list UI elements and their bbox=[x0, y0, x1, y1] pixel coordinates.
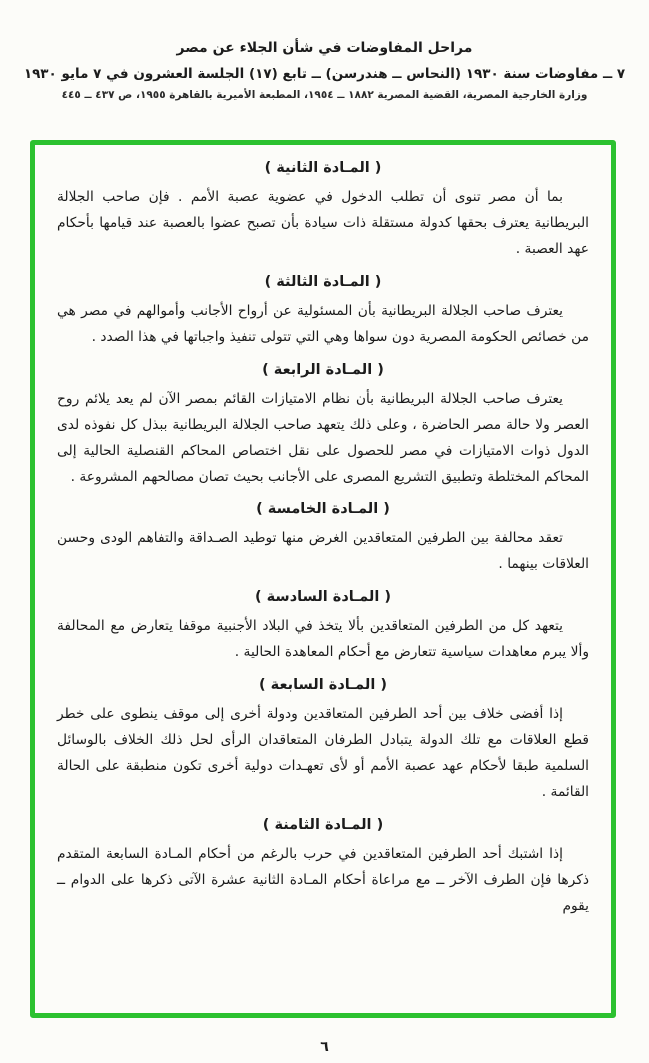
article-body: يعترف صاحب الجلالة البريطانية بأن المسئولية عن أرواح الأجانب وأموالهم في مصر هي من خصائص الحكومة المصرية دون سواها وهي التي تتولى تنفيذ واجباتها في هذا الصدد . bbox=[57, 302, 589, 345]
page-title: مراحل المفاوضات في شأن الجلاء عن مصر bbox=[176, 40, 473, 56]
document-header bbox=[0, 0, 649, 101]
article-body: إذا اشتبك أحد الطرفين المتعاقدين في حرب بالرغم من أحكام المـادة السابعة المتقدم ذكرها فإن الطرف الآخر ــ مع مراعاة أحكام المـادة الثانية عشرة الآتى ذكرها على الدوام ــ يقوم bbox=[57, 845, 589, 914]
article-body: يعترف صاحب الجلالة البريطانية بأن نظام الامتيازات القائم بمصر الآن لم يعد يلائم روح العصر ولا حالة مصر الحاضرة ، وعلى ذلك يتعهد صاحب الجلالة البريطانية ببذل كل نفوذه لدى الدول ذوات الامتيازات في مصر للحصول على نقل اختصاص المحاكم القنصلية الحالية إلى المحاكم المختلطة وتطبيق التشريع المصرى على الأجانب بحيث تصان مصالحهم المشروعة . bbox=[57, 390, 589, 485]
article-heading: ( المـادة السادسة ) bbox=[254, 589, 392, 606]
source-citation: وزارة الخارجية المصرية، القضية المصرية ١٨٨٢ ــ ١٩٥٤، المطبعة الأميرية بالقاهرة ١٩٥٥، ص ٤٣٧ ــ ٤٤٥ bbox=[61, 89, 588, 101]
page-footer bbox=[0, 1036, 649, 1055]
article-five bbox=[57, 501, 589, 578]
article-heading: ( المـادة الثامنة ) bbox=[262, 816, 384, 833]
article-heading: ( المـادة الثانية ) bbox=[264, 160, 382, 176]
page-number: ٦ bbox=[320, 1039, 329, 1055]
article-seven bbox=[57, 677, 589, 806]
article-heading: ( المـادة السابعة ) bbox=[259, 677, 387, 694]
article-heading: ( المـادة الخامسة ) bbox=[256, 501, 390, 518]
highlight-frame bbox=[30, 140, 616, 1018]
page-subtitle: ٧ ــ مفاوضات سنة ١٩٣٠ (النحاس ــ هندرسن) ــ تابع (١٧) الجلسة العشرون في ٧ مايو ١٩٣٠ bbox=[23, 66, 626, 82]
article-eight bbox=[57, 817, 589, 920]
article-four bbox=[57, 362, 589, 491]
article-six bbox=[57, 589, 589, 666]
article-body: يتعهد كل من الطرفين المتعاقدين بألا يتخذ في البلاد الأجنبية موقفا يتعارض مع المحالفة وألا يبرم معاهدات سياسية تتعارض مع أحكام المعاهدة الحالية . bbox=[57, 618, 589, 661]
article-heading: ( المـادة الرابعة ) bbox=[262, 361, 384, 378]
article-two bbox=[57, 160, 589, 263]
article-heading: ( المـادة الثالثة ) bbox=[264, 273, 382, 290]
article-three bbox=[57, 274, 589, 351]
article-body: بما أن مصر تنوى أن تطلب الدخول في عضوية عصبة الأمم . فإن صاحب الجلالة البريطانية يعترف بحقها كدولة مستقلة ذات سيادة بأن تصبح عضوا بالعصبة عند قيامها بأحكام عهد العصبة . bbox=[57, 189, 589, 257]
article-body: تعقد محالفة بين الطرفين المتعاقدين الغرض منها توطيد الصـداقة والتفاهم الودى وحسن العلاقات بينهما . bbox=[57, 530, 589, 573]
article-body: إذا أفضى خلاف بين أحد الطرفين المتعاقدين ودولة أخرى إلى موقف ينطوى على خطر قطع العلاقات مع تلك الدولة يتبادل الطرفان المتعاقدان الرأى لحل ذلك الخلاف بالوسائل السلمية طبقا لأحكام عهد عصبة الأمم أو لأى تعهـدات دولية أخرى تكون منطبقة على الحالة القائمة . bbox=[57, 706, 589, 800]
